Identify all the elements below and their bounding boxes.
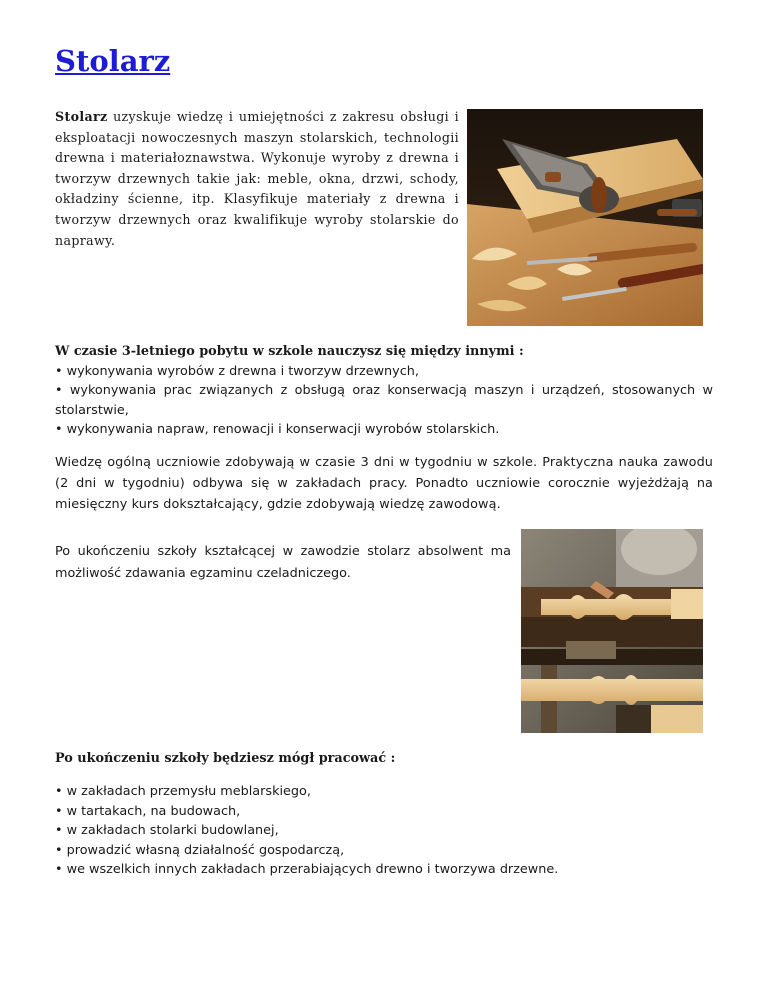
work-heading: Po ukończeniu szkoły będziesz mógł pracować : — [55, 751, 396, 766]
learn-section — [55, 342, 713, 440]
intro-paragraph — [55, 107, 459, 251]
learn-item: • wykonywania napraw, renowacji i konserwacji wyrobów stolarskich. — [55, 420, 713, 440]
exam-paragraph: Po ukończeniu szkoły kształcącej w zawodzie stolarz absolwent ma możliwość zdawania egzaminu czeladniczego. — [55, 544, 511, 581]
list-item: • we wszelkich innych zakładach przerabiających drewno i tworzywa drzewne. — [55, 860, 558, 880]
work-list — [55, 782, 558, 880]
list-item: • w zakładach przemysłu meblarskiego, — [55, 782, 558, 802]
learn-item: • wykonywania prac związanych z obsługą oraz konserwacją maszyn i urządzeń, stosowanych w stolarstwie, — [55, 381, 713, 420]
knowledge-paragraph: Wiedzę ogólną uczniowie zdobywają w czasie 3 dni w tygodniu w szkole. Praktyczna nauka zawodu (2 dni w tygodniu) odbywa się w zakładach pracy. Ponadto uczniowie corocznie wyjeżdżają na miesięczny kurs dokształcający, gdzie zdobywają wiedzę zawodową. — [55, 455, 713, 512]
learn-item: • wykonywania wyrobów z drewna i tworzyw drzewnych, — [55, 362, 713, 382]
list-item: • prowadzić własną działalność gospodarczą, — [55, 841, 558, 861]
woodworking-tools-photo — [467, 109, 703, 326]
wood-lathe-photo — [521, 529, 703, 733]
list-item: • w tartakach, na budowach, — [55, 802, 558, 822]
page-title[interactable]: Stolarz — [55, 44, 171, 78]
intro-bold-term: Stolarz — [55, 109, 108, 124]
intro-text: uzyskuje wiedzę i umiejętności z zakresu obsługi i eksploatacji nowoczesnych maszyn stolarskich, technologii drewna i materiałoznawstwa. Wykonuje wyroby z drewna i tworzyw drzewnych takie jak: meble, okna, drzwi, schody, okładziny ścienne, itp. Klasyfikuje materiały z drewna i tworzyw drzewnych oraz kwalifikuje wyroby stolarskie do naprawy. — [55, 109, 459, 248]
learn-heading: W czasie 3-letniego pobytu w szkole nauczysz się między innymi : — [55, 344, 524, 359]
list-item: • w zakładach stolarki budowlanej, — [55, 821, 558, 841]
